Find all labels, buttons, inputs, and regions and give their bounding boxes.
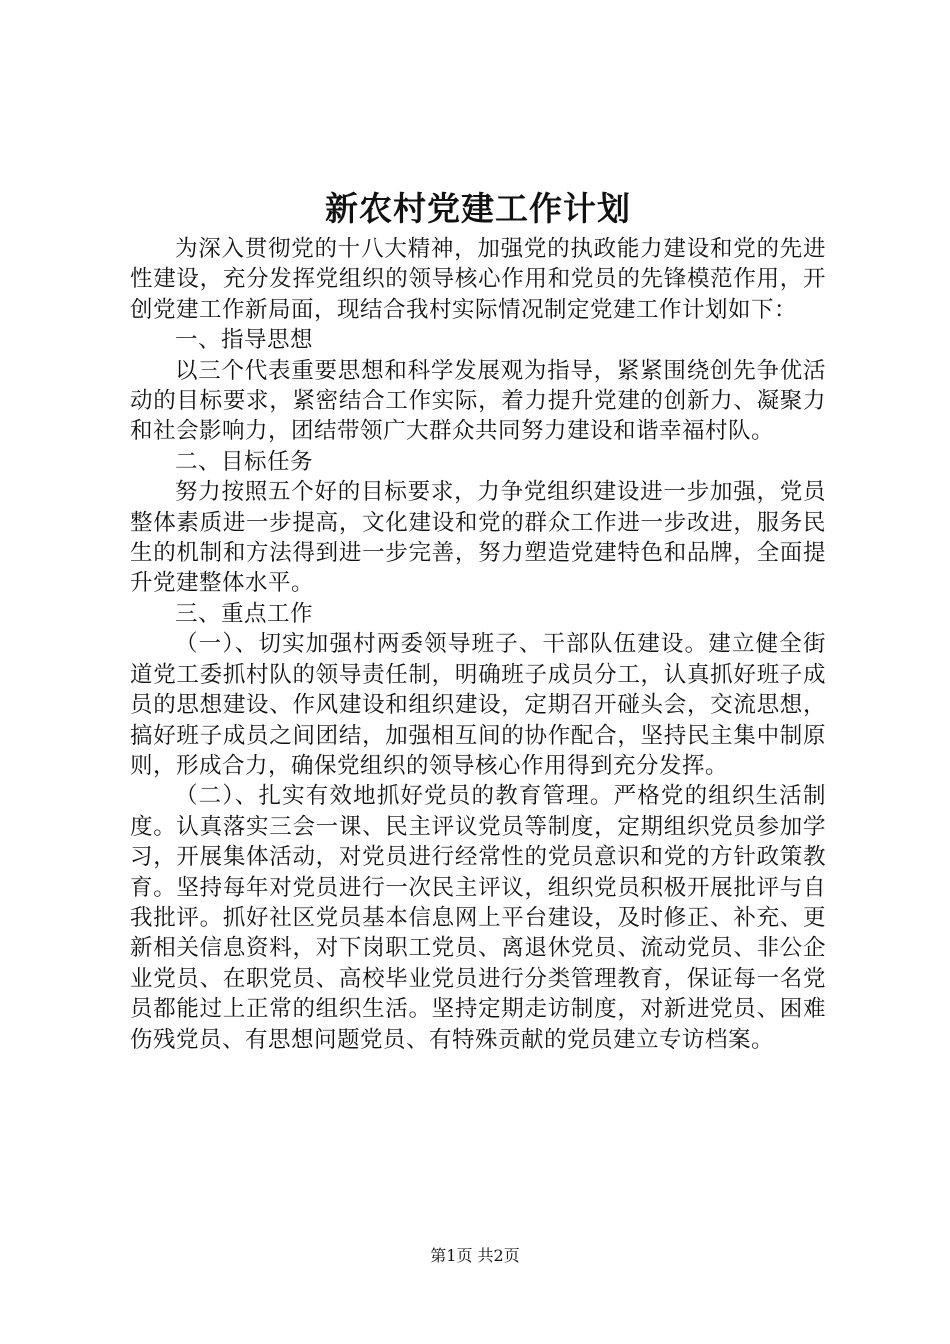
intro-paragraph: 为深入贯彻党的十八大精神，加强党的执政能力建设和党的先进性建设，充分发挥党组织的领导核心作用和党员的先锋模范作用，开创党建工作新局面，现结合我村实际情况制定党建工作计划如下： — [130, 236, 826, 323]
section-heading-guiding-thought: 一、指导思想 — [175, 327, 314, 354]
document-body — [130, 234, 826, 1055]
page-number-footer: 第1页 共2页 — [430, 1246, 520, 1265]
goals-paragraph: 努力按照五个好的目标要求，力争党组织建设进一步加强，党员整体素质进一步提高，文化建设和党的群众工作进一步改进，服务民生的机制和方法得到进一步完善，努力塑造党建特色和品牌，全面提升党建整体水平。 — [130, 479, 826, 597]
section-heading-key-work: 三、重点工作 — [175, 600, 314, 627]
key-work-item-1: （一）、切实加强村两委领导班子、干部队伍建设。建立健全街道党工委抓村队的领导责任制，明确班子成员分工，认真抓好班子成员的思想建设、作风建设和组织建设，定期召开碰头会，交流思想，搞好班子成员之间团结，加强相互间的协作配合，坚持民主集中制原则，形成合力，确保党组织的领导核心作用得到充分发挥。 — [130, 631, 826, 779]
guiding-thought-paragraph: 以三个代表重要思想和科学发展观为指导，紧紧围绕创先争优活动的目标要求，紧密结合工作实际，着力提升党建的创新力、凝聚力和社会影响力，团结带领广大群众共同努力建设和谐幸福村队。 — [130, 357, 826, 445]
document-title: 新农村党建工作计划 — [325, 189, 631, 228]
section-heading-goals: 二、目标任务 — [175, 448, 314, 475]
key-work-item-2: （二）、扎实有效地抓好党员的教育管理。严格党的组织生活制度。认真落实三会一课、民主评议党员等制度，定期组织党员参加学习，开展集体活动，对党员进行经常性的党员意识和党的方针政策教育。坚持每年对党员进行一次民主评议，组织党员积极开展批评与自我批评。抓好社区党员基本信息网上平台建设，及时修正、补充、更新相关信息资料，对下岗职工党员、离退休党员、流动党员、非公企业党员、在职党员、高校毕业党员进行分类管理教育，保证每一名党员都能过上正常的组织生活。坚持定期走访制度，对新进党员、困难伤残党员、有思想问题党员、有特殊贡献的党员建立专访档案。 — [130, 783, 826, 1053]
